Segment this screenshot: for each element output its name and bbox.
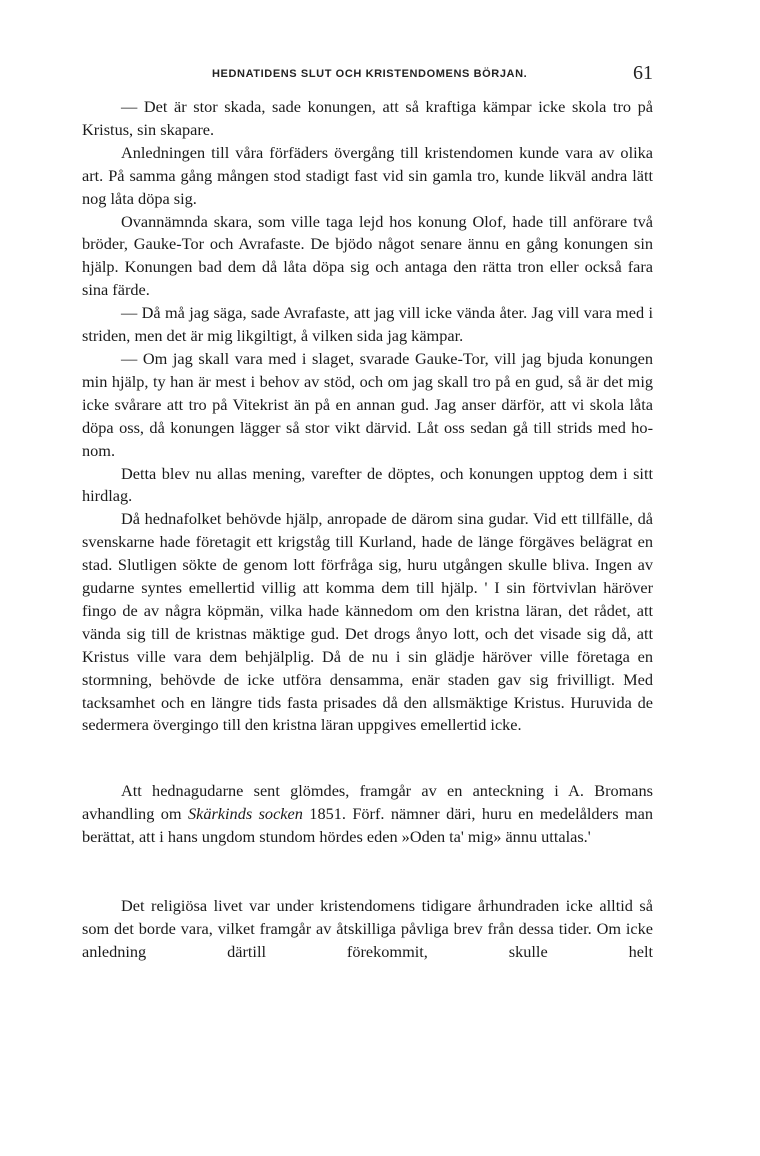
paragraph: Anledningen till våra förfäders övergång till kristendomen kunde vara av olika art. På samma gång mången stod stadigt fast vid sin gamla tro, kunde likväl andra lätt nog låta döpa sig. (82, 142, 653, 208)
running-title: HEDNATIDENS SLUT OCH KRISTENDOMENS BÖRJAN. (212, 68, 528, 80)
paragraph: — Då må jag säga, sade Avrafaste, att jag vill icke vända åter. Jag vill vara med i striden, men det är mig likgiltigt, å vilken sida jag kämpar. (82, 303, 653, 346)
text-segment: 1851. Förf. nämner däri, huru en medelålders man berättat, att i hans ungdom stundom hördes eden »Oden ta' mig» ännu uttalas.' (82, 804, 653, 847)
section-3 (82, 895, 653, 964)
section-gap (82, 737, 653, 780)
paragraph: — Det är stor skada, sade konungen, att så kraftiga kämpar icke skola tro på Kristus, sin skapare. (82, 97, 653, 139)
paragraph: Ovannämnda skara, som ville taga lejd hos konung Olof, hade till anförare två bröder, Gauke-Tor och Avrafaste. De bjödo något senare ännu en gång konungen sin hjälp. Konungen bad dem då låta döpa sig och antaga den rätta tron eller också fara sina färde. (82, 211, 653, 300)
page-number: 61 (633, 62, 653, 84)
paragraph: — Om jag skall vara med i slaget, svarade Gauke-Tor, vill jag bjuda konungen min hjälp, ty han är mest i behov av stöd, och om jag skall tro på en gud, så är det mig icke svårare att tro på Vitekrist än på en annan gud. Jag anser därför, att vi skola låta döpa oss, då konungen lägger så stor vikt därvid. Låt oss sedan gå till strids med honom. (82, 348, 653, 460)
paragraph: Det religiösa livet var under kristendomens tidigare århundraden icke alltid så som det borde vara, vilket framgår av åtskilliga påvliga brev från dessa tider. Om icke anledning därtill förekommit, skulle helt (82, 896, 653, 961)
section-2 (82, 780, 653, 849)
paragraph: Detta blev nu allas mening, varefter de döptes, och konungen upptog dem i sitt hirdlag. (82, 463, 653, 506)
text-segment: Att hednagudarne sent glömdes, framgår av en anteckning i A. Bromans avhandling om (82, 781, 653, 824)
book-page (82, 60, 653, 964)
paragraph (82, 780, 653, 849)
paragraph: Då hednafolket behövde hjälp, anropade de därom sina gudar. Vid ett tillfälle, då svenskarne hade företagit ett krigståg till Kurland, hade de länge förgäves belägrat en stad. Slutligen sökte de genom lott förfråga sig, huru utgången skulle bliva. Ingen av gudarne syntes emellertid villig att komma dem till hjälp. ' I sin förtvivlan häröver fingo de av några köpmän, vilka hade kännedom om den kristna läran, det rådet, att vända sig till de kristnas mäktige gud. Det drogs ånyo lott, och det visade sig då, att Kristus ville vara dem behjälplig. Då de nu i sin glädje häröver ville företaga en stormning, behövde de icke utföra densamma, enär staden gav sig frivilligt. Med tacksamhet och en längre tids fasta prisades då den allsmäktige Kristus. Huruvida de sedermera övergingo till den kristna läran uppgives emellertid icke. (82, 509, 653, 735)
section-1 (82, 96, 653, 737)
page-header (82, 60, 653, 96)
book-title: Skärkinds socken (187, 804, 303, 824)
section-gap (82, 849, 653, 895)
